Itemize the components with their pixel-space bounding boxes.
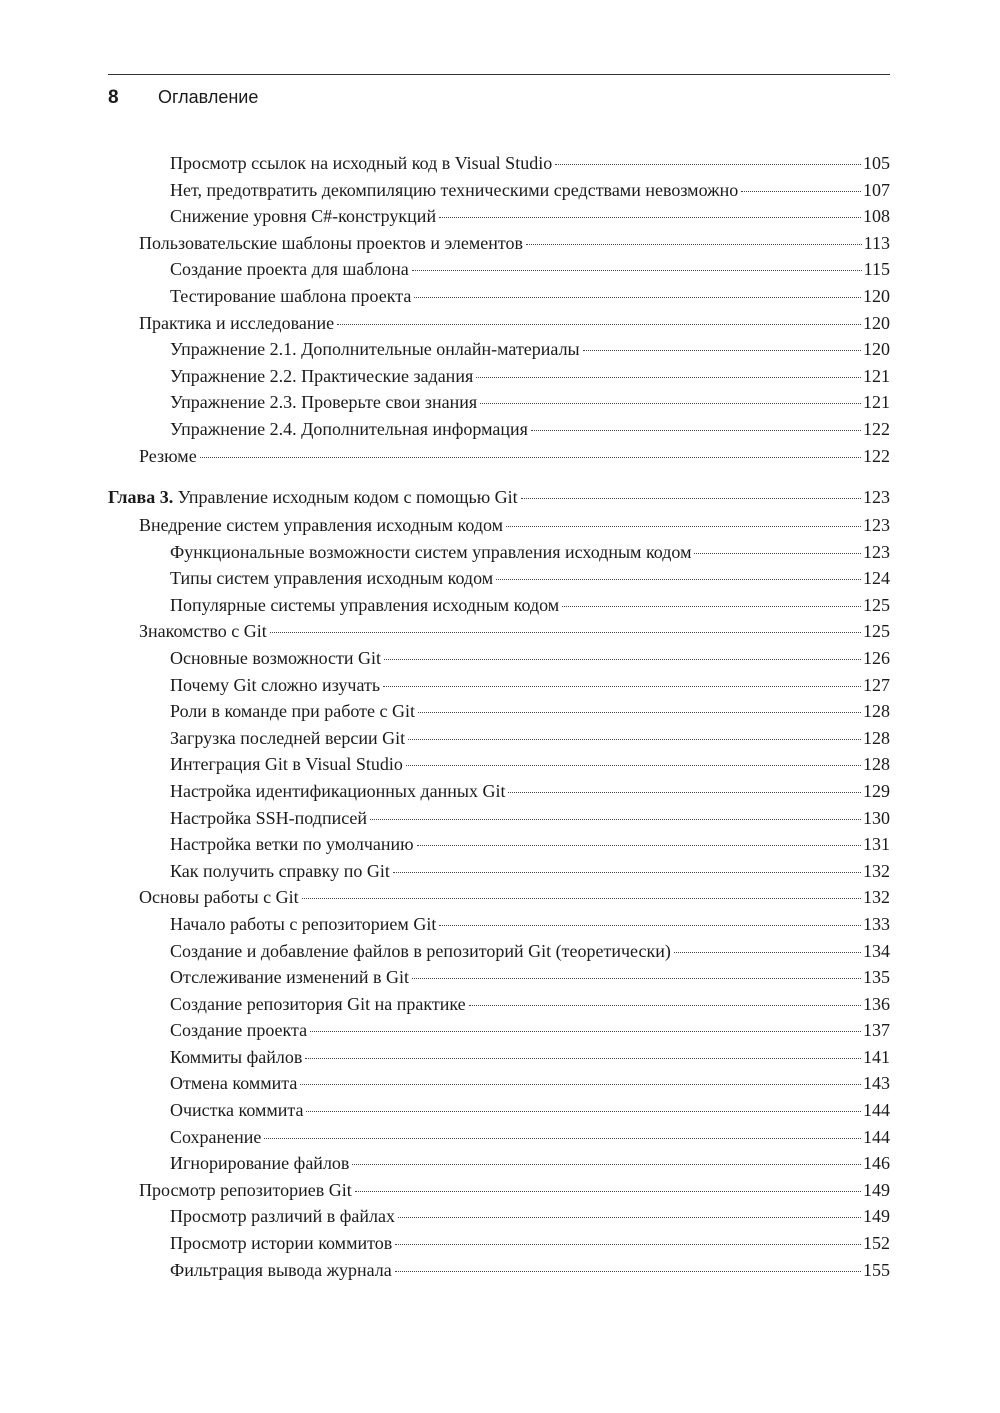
dot-leader [398,1217,861,1218]
toc-entry-page: 122 [863,418,890,439]
dot-leader [310,1031,861,1032]
toc-entry-page: 120 [863,339,890,360]
toc-entry[interactable] [108,595,890,622]
toc-entry-page: 135 [863,967,890,988]
toc-entry-title: Настройка идентификационных данных Git [170,780,506,801]
dot-leader [412,978,861,979]
toc-entry[interactable] [108,1100,890,1127]
toc-entry-page: 121 [863,392,890,413]
dot-leader [417,845,861,846]
dot-leader [741,191,861,192]
toc-entry[interactable] [108,1047,890,1074]
toc-entry[interactable] [108,861,890,888]
dot-leader [414,297,861,298]
toc-entry-title: Упражнение 2.2. Практические задания [170,365,474,386]
toc-entry-title: Просмотр истории коммитов [170,1233,393,1254]
toc-entry-page: 128 [863,727,890,748]
dot-leader [439,217,861,218]
toc-entry[interactable] [108,180,890,207]
toc-entry[interactable] [108,621,890,648]
toc-entry-title: Пользовательские шаблоны проектов и элементов [139,232,524,253]
toc-entry-title: Сохранение [170,1126,262,1147]
toc-entry-title: Создание и добавление файлов в репозиторий Git (теоретически) [170,940,671,961]
dot-leader [270,632,861,633]
toc-entry-page: 123 [863,515,890,535]
toc-entry[interactable] [108,313,890,340]
toc-entry[interactable] [108,941,890,968]
toc-entry[interactable] [108,994,890,1021]
dot-leader [521,498,861,499]
toc-entry[interactable] [108,286,890,313]
toc-entry-title: Основы работы с Git [139,887,299,908]
toc-entry-title: Основные возможности Git [170,647,382,668]
toc-entry-page: 115 [863,259,890,280]
toc-entry-title: Отслеживание изменений в Git [170,967,410,988]
dot-leader [412,270,862,271]
chapter-label: Глава 3. [108,487,174,507]
toc-entry-title: Функциональные возможности систем управления исходным кодом [170,541,692,562]
toc-entry-page: 127 [863,674,890,695]
toc-entry-page: 124 [863,568,890,589]
dot-leader [583,350,861,351]
dot-leader [355,1191,861,1192]
dot-leader [384,659,861,660]
toc-entry-title: Тестирование шаблона проекта [170,285,412,306]
dot-leader [694,553,861,554]
toc-entry[interactable] [108,887,890,914]
toc-entry[interactable] [108,1206,890,1233]
dot-leader [526,244,862,245]
toc-entry[interactable] [108,1233,890,1260]
toc-entry-page: 105 [863,153,890,173]
toc-entry-page: 155 [863,1259,890,1280]
dot-leader [337,324,861,325]
toc-entry[interactable] [108,446,890,473]
toc-section-top [108,153,890,472]
toc-entry-title: Упражнение 2.3. Проверьте свои знания [170,392,478,413]
toc-entry[interactable] [108,1073,890,1100]
toc-entry[interactable] [108,781,890,808]
toc-entry-title: Резюме [139,445,197,466]
toc-entry-page: 123 [863,541,890,562]
dot-leader [370,819,861,820]
dot-leader [439,925,861,926]
toc-entry-page: 107 [863,179,890,200]
toc-entry-page: 146 [863,1153,890,1174]
toc-entry[interactable] [108,419,890,446]
toc-entry[interactable] [108,648,890,675]
toc-entry-title: Очистка коммита [170,1100,304,1121]
toc-entry-title: Как получить справку по Git [170,860,390,881]
toc-entry-page: 121 [863,365,890,386]
toc-entry-title: Просмотр различий в файлах [170,1206,395,1227]
dot-leader [200,457,861,458]
toc-entry-title: Игнорирование файлов [170,1153,350,1174]
dot-leader [408,739,861,740]
toc-entry-title: Настройка ветки по умолчанию [170,834,414,855]
toc-entry-title: Начало работы с репозиторием Git [170,913,437,934]
toc-entry-title: Создание репозитория Git на практике [170,993,466,1014]
page-header [108,74,890,119]
toc-entry-page: 144 [863,1126,890,1147]
toc-entry-page: 128 [863,701,890,722]
toc-entry-title: Популярные системы управления исходным кодом [170,594,560,615]
toc-entry-page: 149 [863,1179,890,1200]
toc-entry-page: 120 [863,285,890,306]
toc-entry[interactable] [108,967,890,994]
toc-entry-title: Упражнение 2.4. Дополнительная информация [170,418,528,439]
toc-entry[interactable] [108,808,890,835]
toc-entry-title: Создание проекта [170,1020,308,1041]
toc-entry[interactable] [108,1180,890,1207]
toc-entry-title: Упражнение 2.1. Дополнительные онлайн-материалы [170,339,580,360]
toc-entry-title: Типы систем управления исходным кодом [170,568,494,589]
toc-entry[interactable] [108,728,890,755]
dot-leader [395,1244,861,1245]
toc-entry-title: Просмотр ссылок на исходный код в Visual Studio [170,153,553,173]
dot-leader [506,526,861,527]
dot-leader [555,164,861,165]
toc-entry-title: Отмена коммита [170,1073,298,1094]
toc-entry[interactable] [108,568,890,595]
dot-leader [264,1138,861,1139]
toc-entry-page: 126 [863,647,890,668]
toc-entry-title: Роли в команде при работе с Git [170,701,415,722]
toc-entry-title: Коммиты файлов [170,1046,303,1067]
toc-entry-page: 108 [863,206,890,227]
toc-entry-page: 125 [863,594,890,615]
toc-entry-page: 133 [863,913,890,934]
toc-entry-title: Внедрение систем управления исходным кодом [139,515,504,535]
toc-entry-title: Создание проекта для шаблона [170,259,409,280]
dot-leader [508,792,861,793]
toc-entry-page: 113 [863,232,890,253]
toc-entry-page: 120 [863,312,890,333]
dot-leader [395,1271,861,1272]
chapter-page: 123 [863,487,890,507]
chapter-name: Управление исходным кодом с помощью Git [177,487,518,507]
running-title: Оглавление [158,87,259,107]
toc-entry-page: 130 [863,807,890,828]
toc-entry-page: 144 [863,1100,890,1121]
toc-entry[interactable] [108,675,890,702]
toc-entry-title: Загрузка последней версии Git [170,727,406,748]
toc-entry[interactable] [108,259,890,286]
toc-entry-page: 136 [863,993,890,1014]
toc-entry-page: 125 [863,621,890,642]
toc-entry-page: 132 [863,887,890,908]
dot-leader [480,403,861,404]
dot-leader [393,872,861,873]
toc-entry-title: Просмотр репозиториев Git [139,1179,352,1200]
toc-entry[interactable] [108,366,890,393]
toc-entry[interactable] [108,153,890,180]
toc-entry[interactable] [108,515,890,542]
toc-entry[interactable] [108,1127,890,1154]
toc-entry-page: 143 [863,1073,890,1094]
toc-entry-title: Настройка SSH-подписей [170,807,368,828]
dot-leader [383,686,861,687]
dot-leader [300,1084,861,1085]
toc-entry[interactable] [108,1020,890,1047]
toc-entry-title: Знакомство с Git [139,621,267,642]
dot-leader [305,1058,861,1059]
toc-entry[interactable] [108,914,890,941]
toc-entry-title: Интеграция Git в Visual Studio [170,754,403,775]
toc-entry[interactable] [108,834,890,861]
toc-entry-title: Нет, предотвратить декомпиляцию техническими средствами невозможно [170,179,739,200]
dot-leader [418,712,861,713]
toc-entry-page: 141 [863,1046,890,1067]
toc-entry-page: 132 [863,860,890,881]
toc-entry-chapter[interactable] [108,487,890,515]
toc-entry-page: 128 [863,754,890,775]
dot-leader [352,1164,861,1165]
chapter-heading [108,487,890,515]
toc-entry-page: 149 [863,1206,890,1227]
page-number: 8 [108,87,119,108]
toc-entry-page: 137 [863,1020,890,1041]
toc-entry[interactable] [108,701,890,728]
dot-leader [531,430,861,431]
dot-leader [496,579,861,580]
toc-entry-page: 129 [863,780,890,801]
dot-leader [306,1111,861,1112]
toc-entry-title: Почему Git сложно изучать [170,674,381,695]
chapter-title [108,487,518,508]
dot-leader [476,377,861,378]
toc-entry-page: 122 [863,445,890,466]
dot-leader [406,765,861,766]
toc-entry-page: 134 [863,940,890,961]
toc-entry[interactable] [108,542,890,569]
dot-leader [562,606,861,607]
toc-entry-page: 152 [863,1233,890,1254]
toc-entry-title: Снижение уровня С#-конструкций [170,206,437,227]
toc-section-chapter [108,515,890,1286]
dot-leader [302,898,861,899]
toc-entry[interactable] [108,754,890,781]
toc-entry[interactable] [108,392,890,419]
toc-entry-title: Практика и исследование [139,312,335,333]
toc-entry[interactable] [108,1153,890,1180]
toc-entry[interactable] [108,206,890,233]
toc-entry-page: 131 [863,834,890,855]
toc-entry[interactable] [108,1260,890,1287]
toc-entry-title: Фильтрация вывода журнала [170,1259,392,1280]
toc-entry[interactable] [108,339,890,366]
dot-leader [469,1005,861,1006]
dot-leader [674,952,861,953]
toc-entry[interactable] [108,233,890,260]
